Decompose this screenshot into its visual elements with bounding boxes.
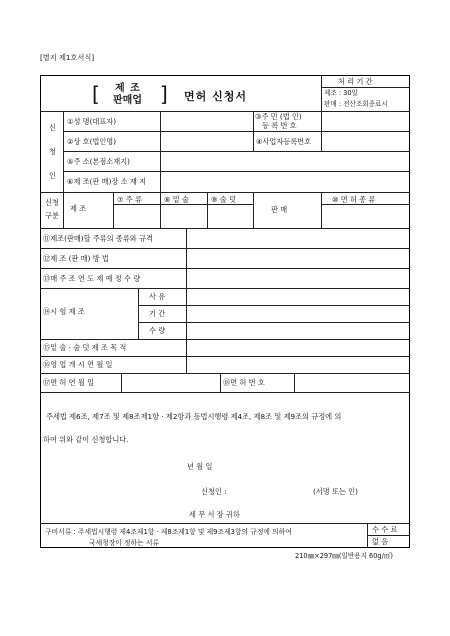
row-16-label: ⑯영 업 개 시 연 월 일 [43,360,113,369]
site-location-label: ⑥제 조(판 매)장 소 재 지 [67,177,147,186]
applicant-row-line-1 [63,131,410,132]
statement-line-1: 주세법 제6조, 제7조 및 제8조제1항 · 제2항과 동법시행령 제4조, 제8조 및 제9조의 규정에 의 [46,412,342,421]
applicant-label-divider-3 [160,151,161,192]
category-divider-4 [253,192,254,228]
row-13-label: ⑬매 주 조 연 도 제 예 정 수 량 [43,274,141,283]
frame-right [409,75,410,548]
period-box-left [321,75,322,111]
form-reference: [별지 제1호서식] [40,53,95,62]
row18-divider-1 [220,373,221,392]
row-18-label: ⑱면 허 번 호 [223,378,265,387]
fee-sub-line [367,535,410,536]
paper-specification: 210㎜×297㎜(일반용지 60g/㎡) [295,552,393,560]
category-divider-5 [321,192,322,228]
signature-note: (서명 또는 인) [313,487,358,496]
row17-divider [121,373,122,392]
row-line-11 [40,228,410,229]
applicant-group-char-2: 청 [49,147,56,156]
frame-left [40,75,41,548]
liquor-type-label: ⑦ 주 류 [117,195,142,204]
applicant-group-char-3: 인 [49,171,56,180]
row-line-17 [40,373,410,374]
row-11-label: ⑪제조(판매)할 주류의 종류와 규격 [43,234,153,243]
category-group-label: 신청 [45,198,59,207]
applicant-row-line-3 [63,171,410,172]
resident-number-label: ③주 민 (법 인) [255,112,302,121]
row-line-13 [40,268,410,269]
manufacture-label: 제 조 [70,204,87,213]
row-line-18 [40,392,410,393]
row14-divider-2 [186,288,187,339]
line-applicant-top [40,111,410,112]
frame-top [40,75,410,76]
processing-sale: 판매 : 전산조회종료시 [324,100,388,108]
row14-sub-line-2 [138,322,410,323]
title-left-bracket: [ [92,82,100,106]
category-divider-1 [113,192,114,228]
date-line: 년 월 일 [187,462,213,471]
row-line-15 [40,339,410,340]
row14-sub-line-1 [138,305,410,306]
row-14-label: ⑭시 험 제 조 [43,307,85,316]
category-divider-3 [207,192,208,228]
processing-manufacture: 제조 : 30일 [324,89,358,97]
name-label: ①성 명(대표자) [67,117,117,126]
title-sale-business: 판매업 [113,95,142,106]
recipient-line: 세 무 서 장 귀하 [189,510,240,519]
category-sub-line-2 [321,204,409,205]
sale-label: 판 매 [271,205,288,214]
resident-number-label-2: 등 록 번 호 [262,121,297,130]
row18-divider-2 [294,373,295,392]
processing-period-label: 처 리 기 간 [338,77,373,86]
title-right-bracket: ] [160,82,168,106]
period-box-divider [321,87,409,88]
row-15-label: ⑮밑 술 · 술 덧 제 조 목 적 [43,343,127,352]
malt-label: ⑧ 밑 술 [164,195,189,204]
business-registration-label: ④사업자등록번호 [256,137,312,146]
row-line-16 [40,356,410,357]
page-title: 면허 신청서 [184,90,247,103]
row-14-reason: 사 유 [149,292,166,301]
applicant-group-char-1: 신 [49,123,56,132]
trade-name-label: ②상 호(법인명) [67,137,117,146]
title-manufacture: 제 조 [115,83,141,94]
row-12-label: ⑫제 조 (판 매) 방 법 [43,254,109,263]
rows-label-divider-2 [186,339,187,373]
row-14-period: 기 간 [149,309,166,318]
footer-top-line [40,523,410,524]
required-docs-line-2: 국세청장이 정하는 서류 [89,539,159,547]
fee-label: 수 수 료 [372,525,398,534]
category-group-label-2: 구분 [45,211,59,220]
line-category-top [40,192,410,193]
category-sub-line-1 [113,204,253,205]
row-line-12 [40,248,410,249]
applicant-row-line-2 [63,151,410,152]
address-label: ⑤주 소(본점소재지) [67,157,130,166]
license-type-label: ⑩ 면 허 종 류 [332,195,376,204]
row-17-label: ⑰면 허 연 월 일 [43,378,95,387]
frame-bottom [40,547,410,548]
required-docs-line-1: 구비서류 : 주세법시행령 제4조제1항 · 제8조제1항 및 제9조제3항의 규정에 의하여 [45,528,292,536]
category-group-divider [63,192,64,228]
category-divider-2 [160,192,161,228]
malt2-label: ⑨ 술 덧 [211,195,236,204]
row14-divider-1 [138,288,139,339]
row-14-quantity: 수 량 [149,326,166,335]
statement-line-2: 하여 위와 같이 신청합니다. [43,435,129,444]
row-line-14 [40,288,410,289]
applicant-signature-label: 신청인 : [201,487,227,496]
rows-label-divider [186,228,187,288]
fee-value: 없 음 [372,537,389,546]
